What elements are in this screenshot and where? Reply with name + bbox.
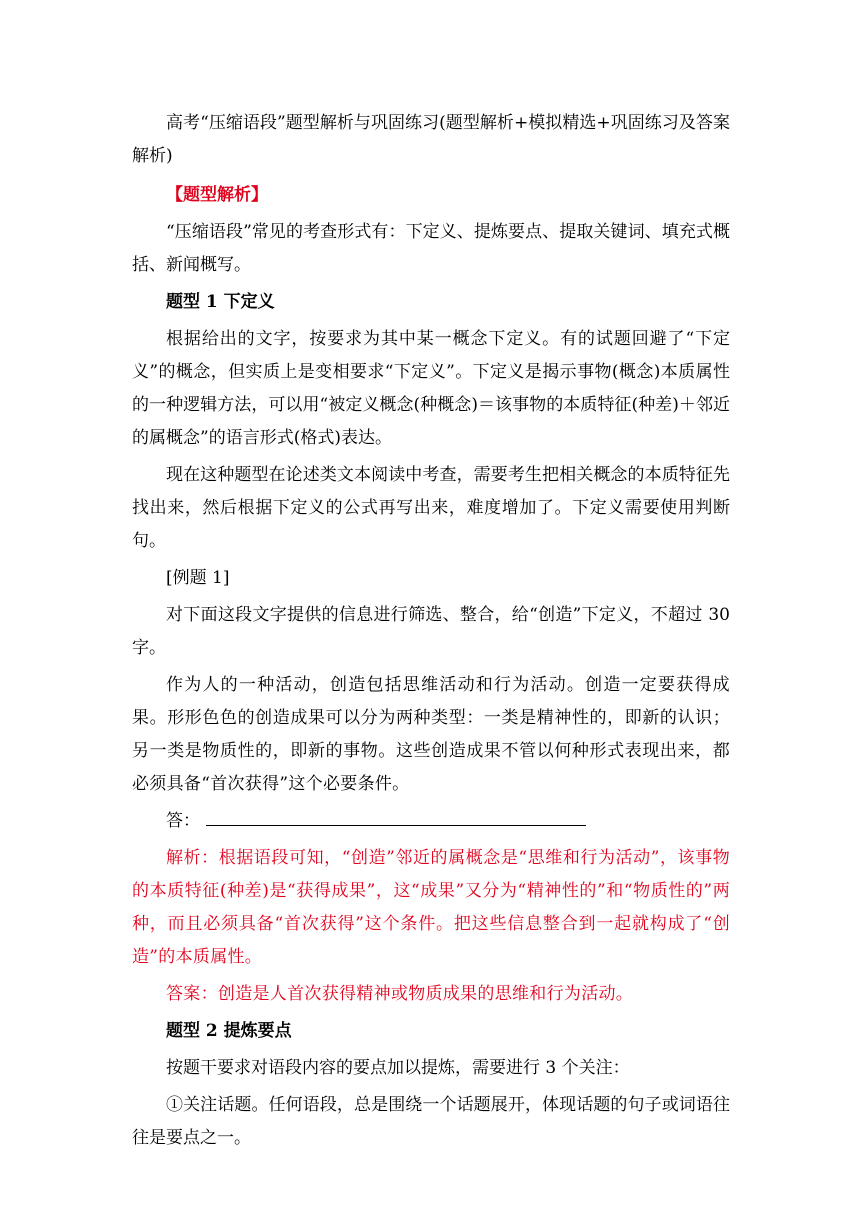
type1-paragraph-2: 现在这种题型在论述类文本阅读中考查，需要考生把相关概念的本质特征先找出来，然后根据下定义的公式再写出来，难度增加了。下定义需要使用判断句。 bbox=[132, 465, 730, 551]
example-label: [例题 1] bbox=[166, 568, 230, 588]
document-title: 高考“压缩语段”题型解析与巩固练习(题型解析+模拟精选+巩固练习及答案解析) bbox=[132, 113, 730, 166]
type2-point-1: ①关注话题。任何语段，总是围绕一个话题展开，体现话题的句子或词语往往是要点之一。 bbox=[132, 1095, 730, 1148]
answer-prompt-row bbox=[132, 805, 730, 838]
type1-paragraph-1: 根据给出的文字，按要求为其中某一概念下定义。有的试题回避了“下定义”的概念，但实质上是变相要求“下定义”。下定义是揭示事物(概念)本质属性的一种逻辑方法，可以用“被定义概念(种概念)＝该事物的本质特征(种差)＋邻近的属概念”的语言形式(格式)表达。 bbox=[132, 329, 730, 448]
answer-paragraph: 答案：创造是人首次获得精神或物质成果的思维和行为活动。 bbox=[166, 984, 634, 1004]
intro-paragraph: “压缩语段”常见的考查形式有：下定义、提炼要点、提取关键词、填充式概括、新闻概写。 bbox=[132, 222, 730, 275]
section-tag: 【题型解析】 bbox=[166, 185, 268, 205]
type2-paragraph-1: 按题干要求对语段内容的要点加以提炼，需要进行 3 个关注： bbox=[166, 1058, 630, 1078]
answer-blank-line bbox=[206, 807, 586, 826]
answer-prompt-label: 答： bbox=[166, 811, 200, 831]
document-body bbox=[132, 107, 730, 1155]
type1-heading: 题型 1 下定义 bbox=[166, 292, 275, 312]
example-question: 对下面这段文字提供的信息进行筛选、整合，给“创造”下定义，不超过 30 字。 bbox=[132, 605, 730, 658]
example-passage: 作为人的一种活动，创造包括思维活动和行为活动。创造一定要获得成果。形形色色的创造成果可以分为两种类型：一类是精神性的，即新的认识；另一类是物质性的，即新的事物。这些创造成果不管以何种形式表现出来，都必须具备“首次获得”这个必要条件。 bbox=[132, 675, 730, 794]
analysis-paragraph: 解析：根据语段可知，“创造”邻近的属概念是“思维和行为活动”，该事物的本质特征(种差)是“获得成果”，这“成果”又分为“精神性的”和“物质性的”两种，而且必须具备“首次获得”这个条件。把这些信息整合到一起就构成了“创造”的本质属性。 bbox=[132, 848, 730, 967]
type2-heading: 题型 2 提炼要点 bbox=[166, 1021, 292, 1041]
